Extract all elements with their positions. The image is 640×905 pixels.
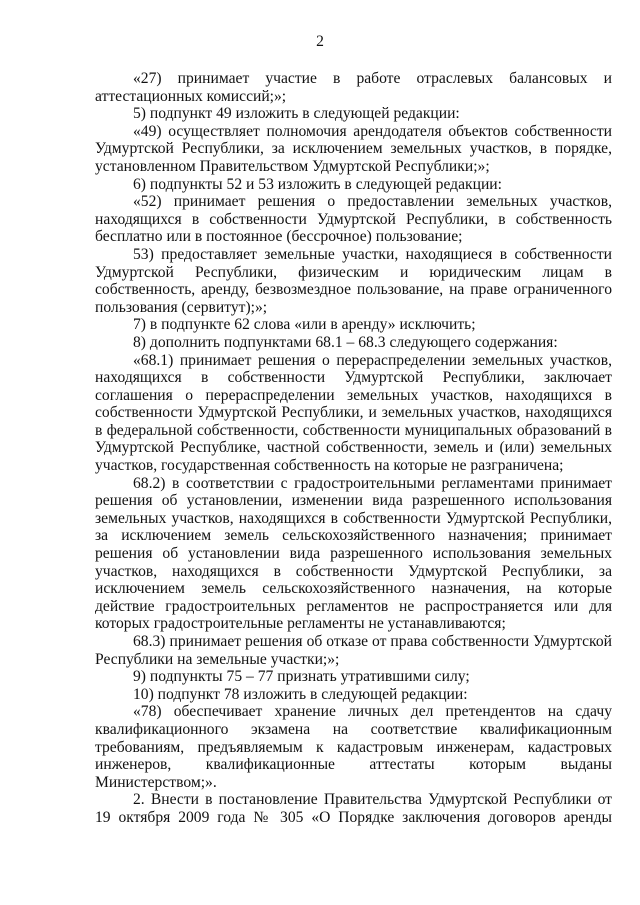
paragraph-amend-52-53: 6) подпункты 52 и 53 изложить в следующей редакции:	[133, 175, 502, 193]
paragraph-27: «27) принимает участие в работе отраслевых балансовых и аттестационных комиссий;»;	[95, 70, 612, 105]
paragraph-amend-49: 5) подпункт 49 изложить в следующей редакции:	[133, 105, 460, 123]
paragraph-52: «52) принимает решения о предоставлении земельных участков, находящихся в собственности Удмуртской Республики, в собственность бесплатно или в постоянное (бессрочное) пользование;	[95, 193, 612, 246]
paragraph-78: «78) обеспечивает хранение личных дел претендентов на сдачу квалификационного экзамена на соответствие квалификационным требованиям, предъявляемым к кадастровым инженерам, кадастровых инженеров, квалификационные аттестаты которым выданы Министерством;».	[95, 703, 612, 791]
paragraph-49: «49) осуществляет полномочия арендодателя объектов собственности Удмуртской Республики, за исключением земельных участков, в порядке, установленном Правительством Удмуртской Республики;»;	[95, 122, 612, 175]
document-body	[95, 70, 612, 827]
paragraph-amend-62: 7) в подпункте 62 слова «или в аренду» исключить;	[133, 316, 476, 334]
paragraph-amend-78: 10) подпункт 78 изложить в следующей редакции:	[133, 685, 468, 703]
paragraph-53: 53) предоставляет земельные участки, находящиеся в собственности Удмуртской Республики, физическим и юридическим лицам в собственность, аренду, безвозмездное пользование, на праве ограниченного пользования (сервитут);»;	[95, 245, 612, 316]
paragraph-amend-75-77: 9) подпункты 75 – 77 признать утратившими силу;	[133, 668, 470, 686]
paragraph-amend-68: 8) дополнить подпунктами 68.1 – 68.3 следующего содержания:	[133, 333, 558, 351]
paragraph-section-2: 2. Внести в постановление Правительства Удмуртской Республики от 19 октября 2009 года № 305 «О Порядке заключения договоров аренды	[95, 791, 612, 826]
paragraph-68-1: «68.1) принимает решения о перераспределении земельных участков, находящихся в собственности Удмуртской Республики, заключает соглашения о перераспределении земельных участков, находящихся в собственности Удмуртской Республики, и земельных участков, находящихся в федеральной собственности, собственности муниципальных образований в Удмуртской Республике, частной собственности, земель и (или) земельных участков, государственная собственность на которые не разграничена;	[95, 351, 612, 475]
paragraph-68-3: 68.3) принимает решения об отказе от права собственности Удмуртской Республики на земельные участки;»;	[95, 633, 612, 668]
page-number: 2	[316, 33, 324, 50]
paragraph-68-2: 68.2) в соответствии с градостроительными регламентами принимает решения об установлении, изменении вида разрешенного использования земельных участков, находящихся в собственности Удмуртской Республики, за исключением земель сельскохозяйственного назначения; принимает решения об установлении вида разрешенного использования земельных участков, находящихся в собственности Удмуртской Республики, за исключением земель сельскохозяйственного назначения, на которые действие градостроительных регламентов не распространяется или для которых градостроительные регламенты не устанавливаются;	[95, 474, 612, 633]
